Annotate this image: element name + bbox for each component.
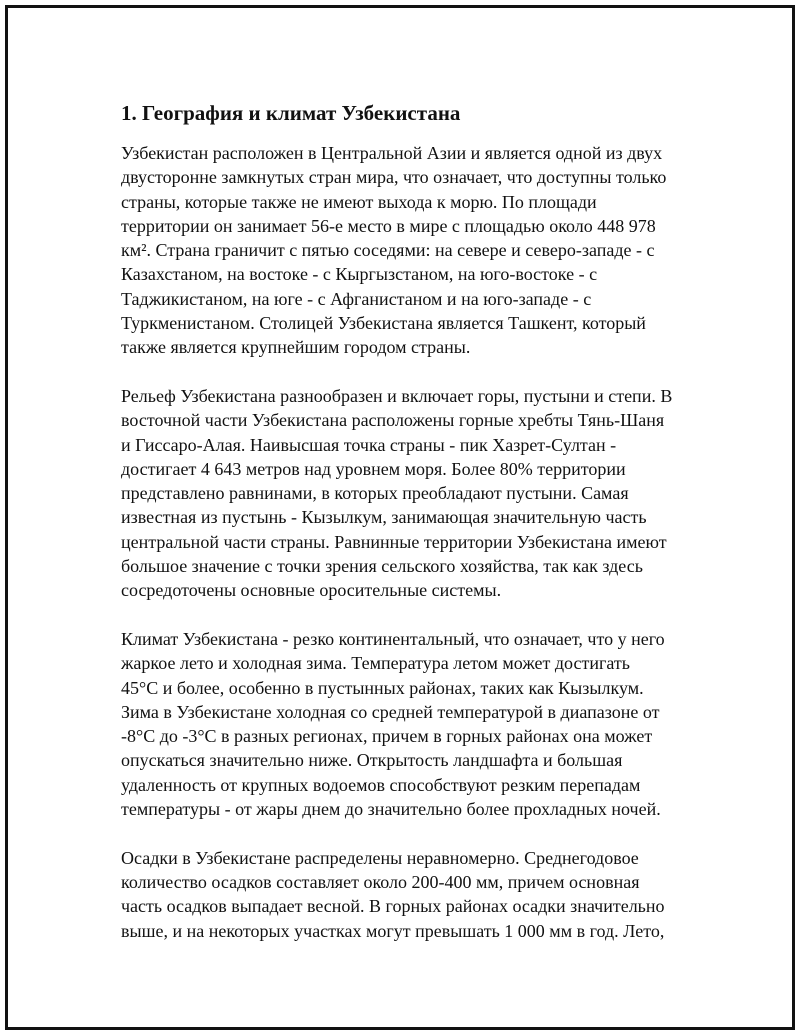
paragraph-relief — [121, 384, 701, 603]
text-line: центральной части страны. Равнинные территории Узбекистана имеют — [121, 531, 667, 552]
text-line: двусторонне замкнутых стран мира, что означает, что доступны только — [121, 167, 667, 188]
text-line: Осадки в Узбекистане распределены неравномерно. Среднегодовое — [121, 847, 639, 868]
text-line: -8°C до -3°C в разных регионах, причем в горных районах она может — [121, 726, 653, 747]
text-line: представлено равнинами, в которых преобладают пустыни. Самая — [121, 483, 629, 504]
section-title: 1. География и климат Узбекистана — [121, 101, 461, 125]
paragraph-geography — [121, 141, 701, 360]
text-line: Рельеф Узбекистана разнообразен и включает горы, пустыни и степи. В — [121, 385, 673, 406]
text-line: также является крупнейшим городом страны. — [121, 337, 471, 358]
text-line: удаленность от крупных водоемов способствуют резким перепадам — [121, 774, 641, 795]
text-line: сосредоточены основные оросительные системы. — [121, 580, 502, 601]
text-line: Узбекистан расположен в Центральной Азии и является одной из двух — [121, 143, 663, 163]
text-line: количество осадков составляет около 200-400 мм, причем основная — [121, 871, 640, 892]
text-line: Климат Узбекистана - резко континентальный, что означает, что у него — [121, 628, 665, 649]
text-line: большое значение с точки зрения сельского хозяйства, так как здесь — [121, 556, 643, 577]
text-line: температуры - от жары днем до значительно более прохладных ночей. — [121, 799, 661, 820]
text-line: известная из пустынь - Кызылкум, занимающая значительную часть — [121, 507, 647, 528]
paragraph-precipitation — [121, 846, 701, 943]
text-line: км². Страна граничит с пятью соседями: на севере и северо-западе - с — [121, 240, 655, 261]
text-line: восточной части Узбекистана расположены горные хребты Тянь-Шаня — [121, 410, 665, 431]
text-line: опускаться значительно ниже. Открытость ландшафта и большая — [121, 750, 623, 771]
text-line: Зима в Узбекистане холодная со средней температурой в диапазоне от — [121, 701, 660, 722]
text-line: часть осадков выпадает весной. В горных районах осадки значительно — [121, 896, 665, 917]
page-frame — [5, 5, 795, 1030]
text-line: территории он занимает 56-е место в мире с площадью около 448 978 — [121, 215, 656, 236]
paragraph-climate — [121, 627, 701, 821]
document-body — [121, 96, 701, 967]
text-line: Туркменистаном. Столицей Узбекистана является Ташкент, который — [121, 313, 646, 334]
text-line: и Гиссаро-Алая. Наивысшая точка страны - пик Хазрет-Султан - — [121, 434, 617, 455]
text-line: Таджикистаном, на юге - с Афганистаном и на юго-западе - с — [121, 288, 592, 309]
text-line: выше, и на некоторых участках могут превышать 1 000 мм в год. Лето, — [121, 920, 665, 941]
text-line: страны, которые также не имеют выхода к морю. По площади — [121, 191, 597, 212]
text-line: достигает 4 643 метров над уровнем моря. Более 80% территории — [121, 458, 626, 479]
text-line: Казахстаном, на востоке - с Кыргызстаном, на юго-востоке - с — [121, 264, 598, 285]
text-line: жаркое лето и холодная зима. Температура летом может достигать — [121, 653, 630, 674]
text-line: 45°C и более, особенно в пустынных районах, таких как Кызылкум. — [121, 677, 644, 698]
